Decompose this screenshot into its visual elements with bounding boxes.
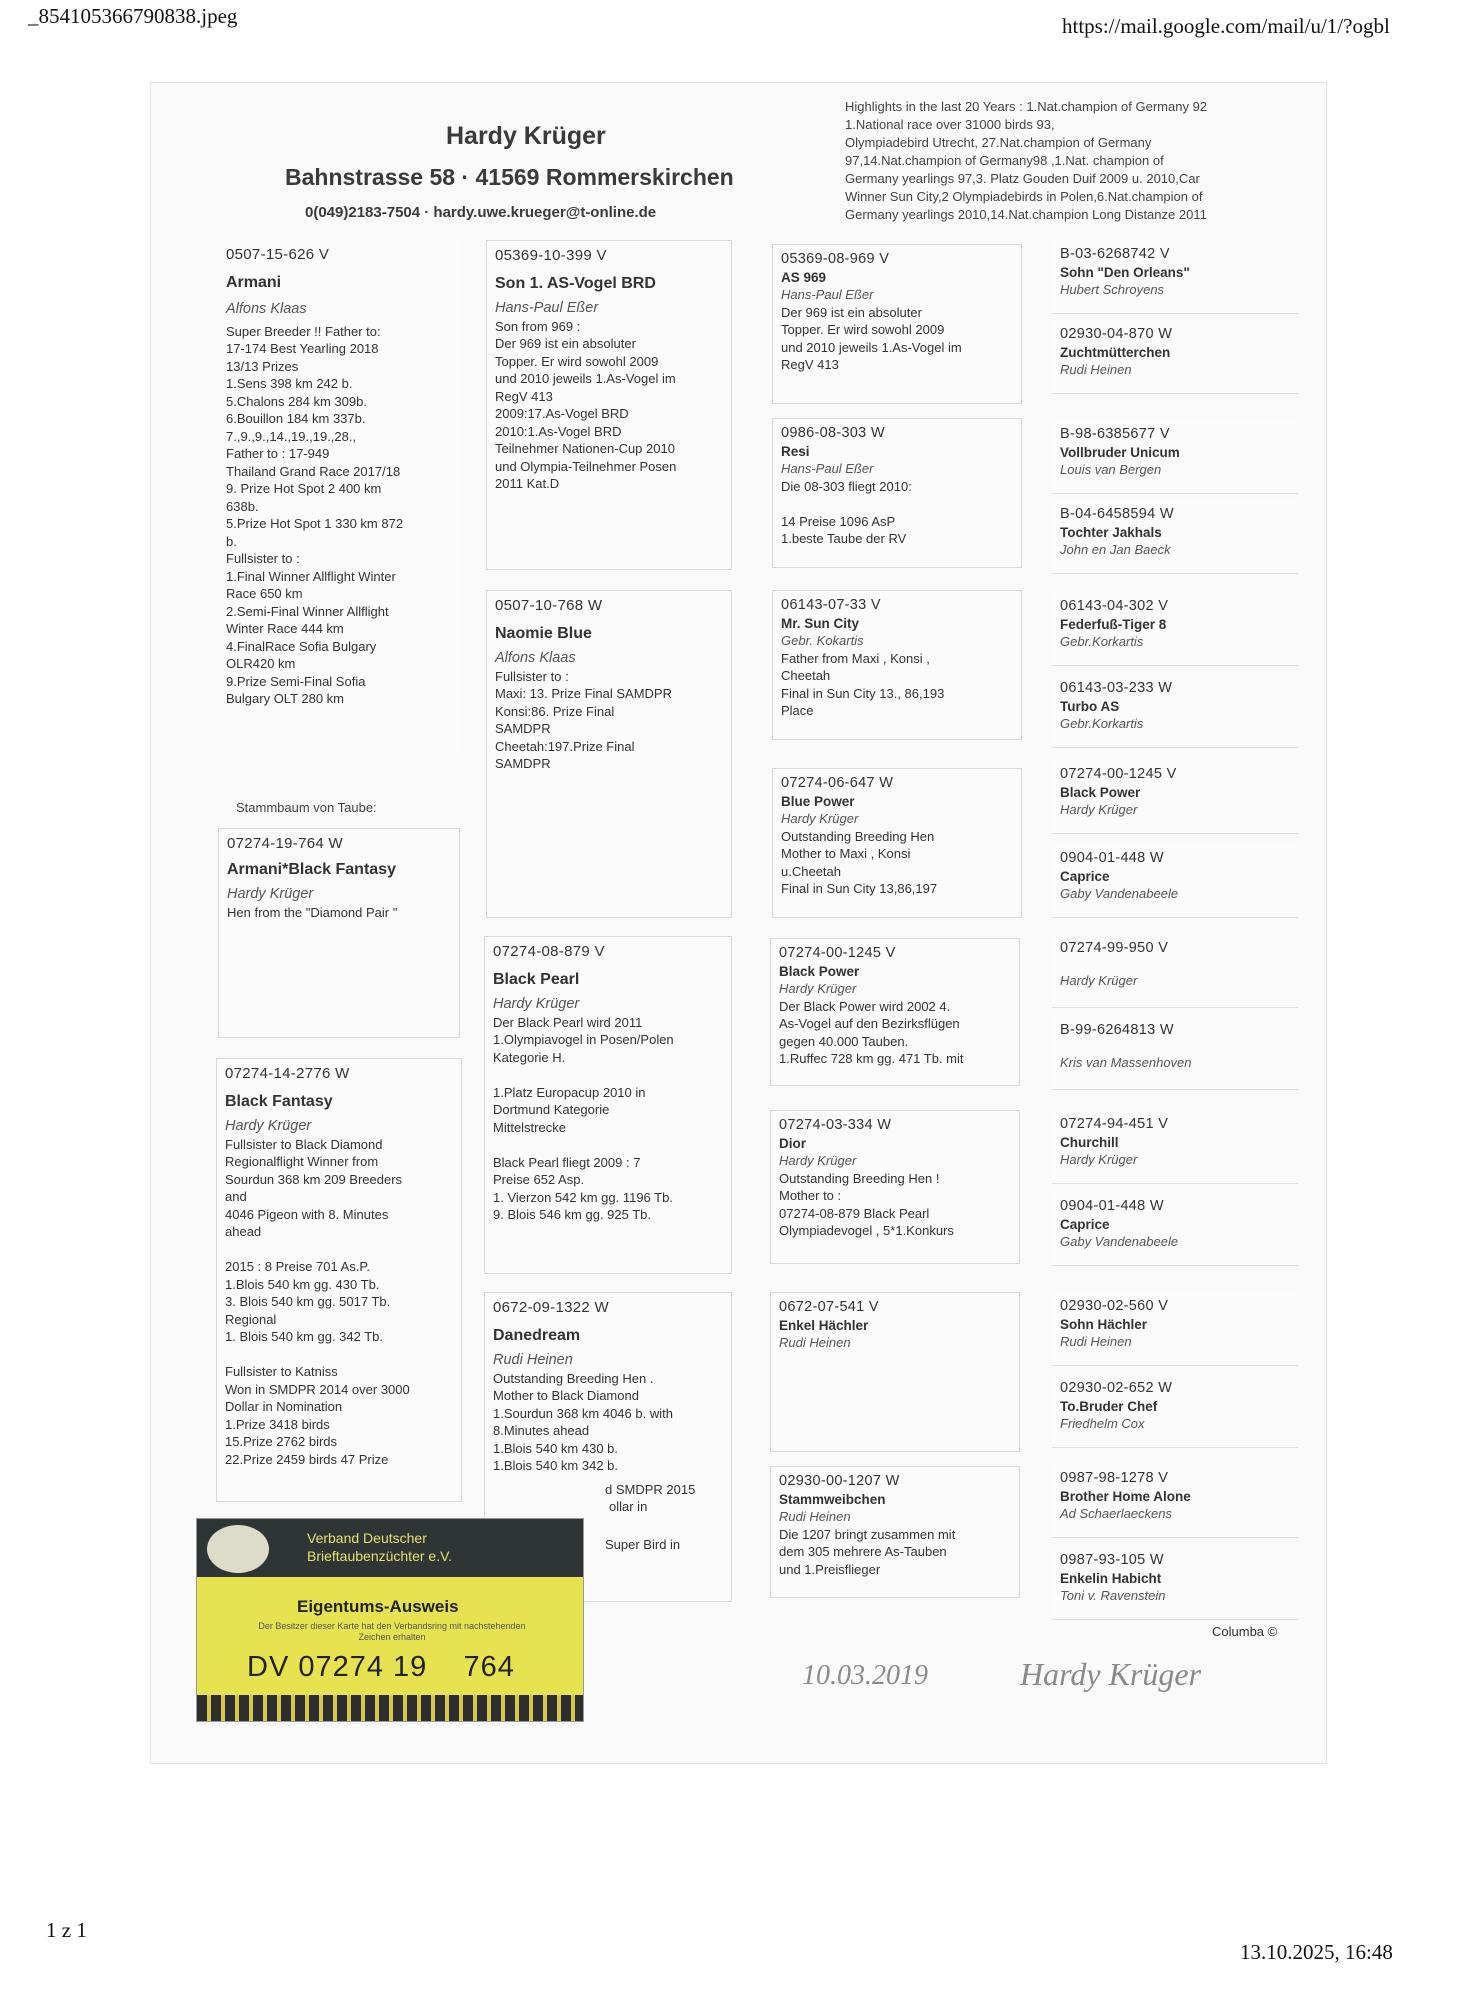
pigeon-notes-overflow: Super Bird in: [605, 1536, 681, 1552]
print-timestamp: 13.10.2025, 16:48: [1240, 1940, 1393, 1964]
page-counter: 1 z 1: [46, 1918, 87, 1942]
pigeon-name: Dior: [779, 1135, 806, 1151]
pigeon-notes: Die 1207 bringt zusammen mit dem 305 mehrere As-Tauben und 1.Preisflieger: [779, 1526, 956, 1577]
pigeon-notes: Der Black Power wird 2002 4. As-Vogel auf den Bezirksflügen gegen 40.000 Tauben. 1.Ruffec 728 km gg. 471 Tb. mit: [779, 998, 964, 1066]
ring-number: 02930-04-870 W: [1060, 326, 1173, 342]
pigeon-notes-overflow: ollar in: [609, 1499, 648, 1514]
great-grandfather-box: [772, 244, 1022, 404]
dove-logo-icon: [207, 1525, 269, 1573]
card-org-line: Verband Deutscher: [307, 1530, 427, 1546]
breeder-label: Rudi Heinen: [493, 1352, 573, 1368]
breeder-label: Rudi Heinen: [779, 1509, 851, 1524]
breeder-label: Hardy Krüger: [781, 811, 859, 826]
pigeon-name: Stammweibchen: [779, 1491, 886, 1507]
ring-number: 0507-15-626 V: [226, 246, 330, 263]
great-great-grandparent-box: [1052, 1016, 1298, 1090]
breeder-label: Rudi Heinen: [779, 1335, 851, 1350]
pigeon-name: Federfuß-Tiger 8: [1060, 616, 1167, 632]
great-grandmother-box: [770, 1110, 1020, 1264]
ring-number: B-04-6458594 W: [1060, 506, 1174, 522]
ring-number: 0986-08-303 W: [781, 425, 885, 441]
great-grandmother-box: [772, 768, 1022, 918]
pigeon-name: Caprice: [1060, 1216, 1110, 1232]
ring-number: 07274-08-879 V: [493, 943, 605, 960]
handwritten-signature: Hardy Krüger: [1020, 1656, 1202, 1692]
breeder-label: Gebr. Kokartis: [781, 633, 864, 648]
great-great-grandparent-box: [1052, 320, 1298, 394]
card-pattern-band: [197, 1695, 583, 1721]
breeder-label: Gebr.Korkartis: [1060, 634, 1144, 649]
great-grandfather-box: [772, 590, 1022, 740]
ring-number: 0904-01-448 W: [1060, 850, 1164, 866]
pigeon-name: Mr. Sun City: [781, 615, 860, 631]
breeder-name: Hardy Krüger: [446, 122, 606, 150]
great-grandfather-box: [770, 938, 1020, 1086]
pigeon-name: Enkelin Habicht: [1060, 1570, 1162, 1586]
pigeon-name: Son 1. AS-Vogel BRD: [495, 274, 656, 292]
breeder-label: Hans-Paul Eßer: [781, 461, 874, 476]
mother-box: [216, 1058, 462, 1502]
breeder-label: Rudi Heinen: [1060, 1334, 1132, 1349]
card-ring-number: DV 07274 19 764: [247, 1651, 515, 1683]
breeder-label: Toni v. Ravenstein: [1060, 1588, 1166, 1603]
great-grandmother-box: [770, 1466, 1020, 1598]
breeder-label: Hardy Krüger: [1060, 972, 1138, 988]
ring-number: B-03-6268742 V: [1060, 246, 1170, 262]
ring-number: 0672-09-1322 W: [493, 1299, 609, 1316]
breeder-highlights: Highlights in the last 20 Years : 1.Nat.champion of Germany 92 1.National race over 31000 birds 93, Olympiadebird Utrecht, 27.Nat.champion of Germany 97,14.Nat.champion of Germany98 ,1.Nat. champion of Germany yearlings 97,3. Platz Gouden Duif 2009 u. 2010,Car Winner Sun City,2 Olympiadebirds in Polen,6.Nat.champion of Germany yearlings 2010,14.Nat.champion Long Distanze 2011: [845, 99, 1208, 222]
card-organization: [307, 1529, 452, 1565]
ownership-card: [196, 1518, 584, 1722]
ring-number: 07274-06-647 W: [781, 775, 894, 791]
pigeon-name: Black Power: [779, 963, 860, 979]
ring-number: 0987-98-1278 V: [1060, 1470, 1169, 1486]
ring-number: 07274-03-334 W: [779, 1117, 892, 1133]
great-great-grandparent-box: [1052, 1546, 1298, 1620]
great-great-grandparent-box: [1052, 500, 1298, 574]
pigeon-name: Naomie Blue: [495, 624, 592, 642]
pedigree-label: Stammbaum von Taube:: [236, 800, 377, 815]
grandfather-paternal-box: [486, 240, 732, 570]
grandfather-maternal-box: [484, 936, 732, 1274]
breeder-label: Alfons Klaas: [226, 301, 307, 317]
pigeon-name: Blue Power: [781, 793, 855, 809]
breeder-label: Hubert Schroyens: [1060, 282, 1165, 297]
pigeon-notes: Die 08-303 fliegt 2010: 14 Preise 1096 AsP 1.beste Taube der RV: [781, 478, 912, 546]
pigeon-notes: Hen from the "Diamond Pair ": [227, 904, 398, 920]
file-name: _854105366790838.jpeg: [28, 4, 238, 28]
pigeon-name: Enkel Hächler: [779, 1317, 869, 1333]
great-great-grandparent-box: [1052, 1192, 1298, 1266]
great-great-grandparent-box: [1052, 674, 1298, 748]
page-url[interactable]: https://mail.google.com/mail/u/1/?ogbl: [1062, 14, 1390, 38]
ring-number: 06143-04-302 V: [1060, 598, 1169, 614]
ring-number: 0507-10-768 W: [495, 597, 603, 614]
great-great-grandparent-box: [1052, 1374, 1298, 1448]
pedigree-credit: Columba ©: [1212, 1624, 1278, 1639]
great-grandmother-box: [772, 418, 1022, 568]
pigeon-name: Zuchtmütterchen: [1060, 344, 1171, 360]
breeder-label: Hardy Krüger: [493, 996, 580, 1012]
pigeon-name: Vollbruder Unicum: [1060, 444, 1180, 460]
pigeon-name: To.Bruder Chef: [1060, 1398, 1158, 1414]
great-great-grandparent-box: [1052, 420, 1298, 494]
pigeon-name: Danedream: [493, 1326, 581, 1344]
ring-number: 07274-14-2776 W: [225, 1065, 350, 1082]
card-org-line: Brieftaubenzüchter e.V.: [307, 1548, 453, 1564]
breeder-label: Hardy Krüger: [779, 1153, 857, 1168]
breeder-label: Hardy Krüger: [1060, 1152, 1138, 1167]
card-title: Eigentums-Ausweis: [297, 1597, 459, 1616]
breeder-contact: 0(049)2183-7504 · hardy.uwe.krueger@t-online.de: [305, 204, 657, 221]
pigeon-name: Caprice: [1060, 868, 1110, 884]
breeder-label: Hans-Paul Eßer: [781, 287, 874, 302]
breeder-label: John en Jan Baeck: [1060, 542, 1171, 557]
ring-number: 07274-99-950 V: [1060, 940, 1169, 956]
pigeon-notes: Der 969 ist ein absoluter Topper. Er wird sowohl 2009 und 2010 jeweils 1.As-Vogel im RegV 413: [781, 304, 962, 372]
great-great-grandparent-box: [1052, 1292, 1298, 1366]
breeder-label: Hardy Krüger: [227, 886, 314, 902]
ring-number: 02930-02-560 V: [1060, 1298, 1169, 1314]
card-header: [197, 1519, 583, 1577]
pigeon-notes: Outstanding Breeding Hen Mother to Maxi , Konsi u.Cheetah Final in Sun City 13,86,197: [781, 828, 938, 896]
breeder-label: Ad Schaerlaeckens: [1060, 1506, 1173, 1521]
pigeon-name: Black Fantasy: [225, 1092, 333, 1110]
ring-number: 05369-10-399 V: [495, 247, 607, 264]
pigeon-notes: Fullsister to Black Diamond Regionalflight Winner from Sourdun 368 km 209 Breeders and 4046 Pigeon with 8. Minutes ahead 2015 : 8 Preise 701 As.P. 1.Blois 540 km gg. 430 Tb. 3. Blois 540 km gg. 5017 Tb. Regional 1. Blois 540 km gg. 342 Tb. Fullsister to Katniss Won in SMDPR 2014 over 3000 Dollar in Nomination 1.Prize 3418 birds 15.Prize 2762 birds 22.Prize 2459 birds 47 Prize: [225, 1136, 410, 1467]
great-great-grandparent-box: [1052, 844, 1298, 918]
breeder-label: Hans-Paul Eßer: [495, 300, 599, 316]
breeder-label: Gaby Vandenabeele: [1060, 1234, 1179, 1249]
pigeon-notes: Super Breeder !! Father to: 17-174 Best Yearling 2018 13/13 Prizes 1.Sens 398 km 242 b. 5.Chalons 284 km 309b. 6.Bouillon 184 km 337b. 7.,9.,9.,14.,19.,19.,28., Father to : 17-949 Thailand Grand Race 2017/18 9. Prize Hot Spot 2 400 km 638b. 5.Prize Hot Spot 1 330 km 872 b. Fullsister to : 1.Final Winner Allflight Winter Race 650 km 2.Semi-Final Winner Allflight Winter Race 444 km 4.FinalRace Sofia Bulgary OLR420 km 9.Prize Semi-Final Sofia Bulgary OLT 280 km: [226, 323, 404, 706]
card-fine-print: Der Besitzer dieser Karte hat den Verbandsring mit nachstehenden Zeichen erhalten: [258, 1621, 526, 1642]
breeder-label: Gaby Vandenabeele: [1060, 886, 1179, 901]
ring-number: 0672-07-541 V: [779, 1299, 879, 1315]
great-great-grandparent-box: [1052, 1464, 1298, 1538]
pigeon-name: Sohn "Den Orleans": [1060, 264, 1190, 280]
pigeon-notes: Father from Maxi , Konsi , Cheetah Final in Sun City 13., 86,193 Place: [781, 650, 945, 718]
ring-number: 06143-03-233 W: [1060, 680, 1173, 696]
subject-box: [218, 828, 460, 1038]
breeder-address: Bahnstrasse 58 · 41569 Rommerskirchen: [285, 164, 734, 190]
pigeon-notes: Outstanding Breeding Hen . Mother to Black Diamond 1.Sourdun 368 km 4046 b. with 8.Minutes ahead 1.Blois 540 km 430 b. 1.Blois 540 km 342 b.: [493, 1370, 673, 1473]
ring-number: 07274-19-764 W: [227, 835, 343, 852]
breeder-label: Hardy Krüger: [225, 1118, 312, 1134]
breeder-label: Hardy Krüger: [779, 981, 857, 996]
pigeon-name: Armani: [226, 273, 282, 291]
breeder-label: Louis van Bergen: [1060, 462, 1162, 477]
great-great-grandparent-box: [1052, 240, 1298, 314]
pigeon-name: Churchill: [1060, 1134, 1119, 1150]
great-great-grandparent-box: [1052, 592, 1298, 666]
ring-number: 02930-00-1207 W: [779, 1473, 900, 1489]
pigeon-name: Tochter Jakhals: [1060, 524, 1162, 540]
pigeon-name: Brother Home Alone: [1060, 1488, 1191, 1504]
pigeon-name: Black Power: [1060, 784, 1141, 800]
great-great-grandparent-box: [1052, 760, 1298, 834]
great-great-grandparent-box: [1052, 934, 1298, 1008]
pigeon-notes: Der Black Pearl wird 2011 1.Olympiavogel in Posen/Polen Kategorie H. 1.Platz Europacup 2010 in Dortmund Kategorie Mittelstrecke Black Pearl fliegt 2009 : 7 Preise 652 Asp. 1. Vierzon 542 km gg. 1196 Tb. 9. Blois 546 km gg. 925 Tb.: [493, 1014, 674, 1222]
pigeon-name: Black Pearl: [493, 970, 580, 988]
breeder-label: Friedhelm Cox: [1060, 1416, 1145, 1431]
pigeon-notes: Fullsister to : Maxi: 13. Prize Final SAMDPR Konsi:86. Prize Final SAMDPR Cheetah:197.Prize Final SAMDPR: [495, 668, 672, 771]
ring-number: 07274-00-1245 V: [1060, 766, 1177, 782]
great-grandfather-box: [770, 1292, 1020, 1452]
breeder-label: Alfons Klaas: [495, 650, 576, 666]
pigeon-name: Turbo AS: [1060, 698, 1120, 714]
ring-number: 06143-07-33 V: [781, 597, 881, 613]
pigeon-notes: Outstanding Breeding Hen ! Mother to : 07274-08-879 Black Pearl Olympiadevogel , 5*1.Konkurs: [779, 1170, 954, 1238]
grandmother-paternal-box: [486, 590, 732, 918]
pigeon-notes: Son from 969 : Der 969 ist ein absoluter Topper. Er wird sowohl 2009 und 2010 jeweils 1.As-Vogel im RegV 413 2009:17.As-Vogel BRD 2010:1.As-Vogel BRD Teilnehmer Nationen-Cup 2010 und Olympia-Teilnehmer Posen 2011 Kat.D: [495, 318, 677, 491]
pigeon-name: Armani*Black Fantasy: [227, 860, 396, 878]
ring-number: 05369-08-969 V: [781, 251, 890, 267]
pigeon-notes-overflow: d SMDPR 2015: [605, 1481, 696, 1497]
breeder-label: Gebr.Korkartis: [1060, 716, 1144, 731]
ring-number: 07274-00-1245 V: [779, 945, 896, 961]
breeder-label: Kris van Massenhoven: [1060, 1054, 1192, 1070]
handwritten-date: 10.03.2019: [802, 1660, 928, 1691]
ring-number: 0987-93-105 W: [1060, 1552, 1164, 1568]
ring-number: 02930-02-652 W: [1060, 1380, 1173, 1396]
pigeon-name: Sohn Hächler: [1060, 1316, 1148, 1332]
ring-number: B-98-6385677 V: [1060, 426, 1170, 442]
great-great-grandparent-box: [1052, 1110, 1298, 1184]
ring-number: 07274-94-451 V: [1060, 1116, 1169, 1132]
breeder-label: Hardy Krüger: [1060, 802, 1138, 817]
pigeon-name: Resi: [781, 443, 810, 459]
breeder-label: Rudi Heinen: [1060, 362, 1132, 377]
ring-number: 0904-01-448 W: [1060, 1198, 1164, 1214]
pigeon-name: AS 969: [781, 269, 827, 285]
father-box: [218, 240, 460, 758]
ring-number: B-99-6264813 W: [1060, 1022, 1174, 1038]
